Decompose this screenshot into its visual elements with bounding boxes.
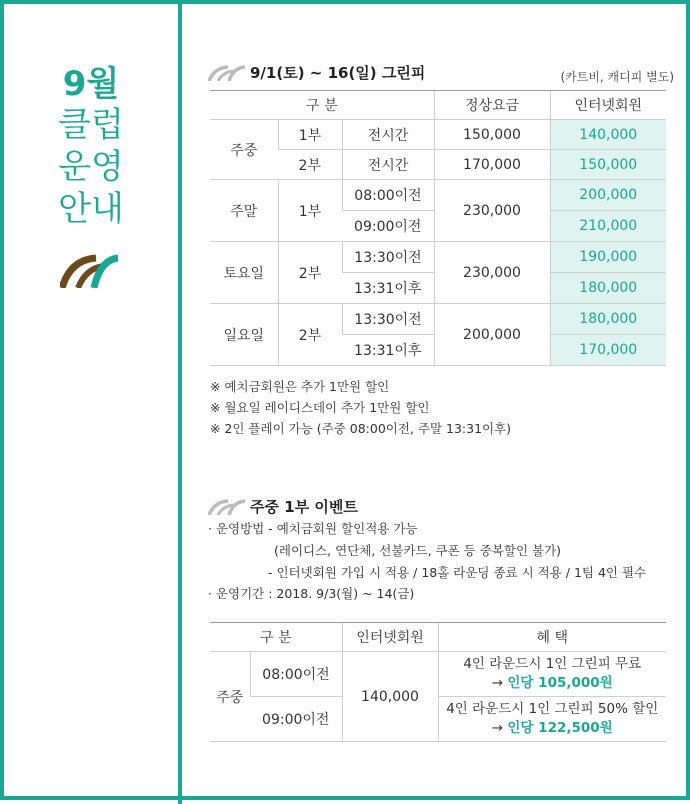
right-panel bbox=[182, 4, 690, 796]
header-benefit: 혜 택 bbox=[438, 623, 666, 652]
part-cell: 1부 bbox=[278, 120, 342, 150]
section2-header bbox=[208, 496, 358, 517]
note-line: ※ 월요일 레이디스데이 추가 1만원 할인 bbox=[210, 400, 430, 415]
benefit-price: 인당 122,500원 bbox=[507, 720, 613, 736]
arrow-text: → bbox=[491, 675, 508, 691]
section1-header bbox=[208, 62, 425, 83]
time-cell: 13:31이후 bbox=[342, 335, 434, 366]
day-label: 주말 bbox=[210, 180, 278, 242]
left-panel bbox=[4, 4, 178, 796]
note-line: ※ 예치금회원은 추가 1만원 할인 bbox=[210, 379, 390, 394]
time-cell: 13:31이후 bbox=[342, 273, 434, 304]
time-cell: 13:30이전 bbox=[342, 242, 434, 273]
internet-price: 210,000 bbox=[550, 211, 666, 242]
normal-price: 230,000 bbox=[434, 180, 550, 242]
subtitle bbox=[4, 104, 178, 230]
internet-price: 140,000 bbox=[550, 120, 666, 150]
time-cell: 전시간 bbox=[342, 150, 434, 180]
internet-price: 190,000 bbox=[550, 242, 666, 273]
day-label: 일요일 bbox=[210, 304, 278, 366]
greenfee-table bbox=[210, 90, 666, 366]
time-cell: 08:00이전 bbox=[342, 180, 434, 211]
day-label: 주중 bbox=[210, 652, 250, 742]
part-cell: 2부 bbox=[278, 150, 342, 180]
arch-logo-icon bbox=[208, 65, 246, 81]
benefit-price-line bbox=[439, 719, 667, 738]
normal-price: 230,000 bbox=[434, 242, 550, 304]
time-cell: 09:00이전 bbox=[250, 697, 342, 742]
subtitle-line: 운영 bbox=[58, 147, 124, 187]
internet-price: 150,000 bbox=[550, 150, 666, 180]
header-category: 구 분 bbox=[210, 91, 434, 120]
benefit-text: 4인 라운드시 1인 그린피 무료 bbox=[463, 656, 642, 672]
section2-title: 주중 1부 이벤트 bbox=[250, 498, 358, 516]
header-category: 구 분 bbox=[210, 623, 342, 652]
internet-price: 180,000 bbox=[550, 273, 666, 304]
event-line: (레이디스, 연단체, 선불카드, 쿠폰 등 중복할인 불가) bbox=[274, 543, 562, 558]
table-row bbox=[210, 180, 666, 211]
part-cell: 2부 bbox=[278, 304, 342, 366]
subtitle-line: 안내 bbox=[58, 189, 124, 229]
part-cell: 2부 bbox=[278, 242, 342, 304]
internet-price: 200,000 bbox=[550, 180, 666, 211]
table-row bbox=[210, 652, 666, 697]
time-cell: 13:30이전 bbox=[342, 304, 434, 335]
arch-logo-icon bbox=[208, 499, 246, 515]
internet-price: 180,000 bbox=[550, 304, 666, 335]
benefit-price: 인당 105,000원 bbox=[507, 675, 613, 691]
event-line: · 운영기간 : 2018. 9/3(월) ~ 14(금) bbox=[208, 586, 415, 601]
normal-price: 200,000 bbox=[434, 304, 550, 366]
arch-logo-icon bbox=[60, 254, 120, 288]
event-line: · 운영방법 - 예치금회원 할인적용 가능 bbox=[208, 521, 418, 536]
table-row bbox=[210, 120, 666, 150]
time-cell: 09:00이전 bbox=[342, 211, 434, 242]
event-table bbox=[210, 622, 666, 742]
normal-price: 150,000 bbox=[434, 120, 550, 150]
time-cell: 전시간 bbox=[342, 120, 434, 150]
time-cell: 08:00이전 bbox=[250, 652, 342, 697]
table-row bbox=[210, 150, 666, 180]
event-line: - 인터넷회원 가입 시 적용 / 18홀 라운딩 종료 시 적용 / 1팀 4인 필수 bbox=[268, 565, 647, 580]
day-label: 주중 bbox=[210, 120, 278, 180]
benefit-text: 4인 라운드시 1인 그린피 50% 할인 bbox=[446, 701, 659, 717]
table-row bbox=[210, 242, 666, 273]
note-line: ※ 2인 플레이 가능 (주중 08:00이전, 주말 13:31이후) bbox=[210, 421, 512, 436]
fee-notes bbox=[210, 376, 511, 439]
header-internet: 인터넷회원 bbox=[342, 623, 438, 652]
fee-note: (카트비, 캐디피 별도) bbox=[560, 70, 674, 84]
header-normal: 정상요금 bbox=[434, 91, 550, 120]
table-row bbox=[210, 697, 666, 742]
part-cell: 1부 bbox=[278, 180, 342, 242]
internet-price: 140,000 bbox=[342, 652, 438, 742]
benefit-price-line bbox=[439, 674, 667, 693]
arrow-text: → bbox=[491, 720, 508, 736]
internet-price: 170,000 bbox=[550, 335, 666, 366]
month-title: 9월 bbox=[62, 64, 120, 104]
normal-price: 170,000 bbox=[434, 150, 550, 180]
benefit-cell bbox=[438, 697, 666, 742]
benefit-cell bbox=[438, 652, 666, 697]
table-row bbox=[210, 304, 666, 335]
day-label: 토요일 bbox=[210, 242, 278, 304]
header-internet: 인터넷회원 bbox=[550, 91, 666, 120]
section1-title: 9/1(토) ~ 16(일) 그린피 bbox=[250, 64, 426, 82]
subtitle-line: 클럽 bbox=[58, 105, 124, 145]
